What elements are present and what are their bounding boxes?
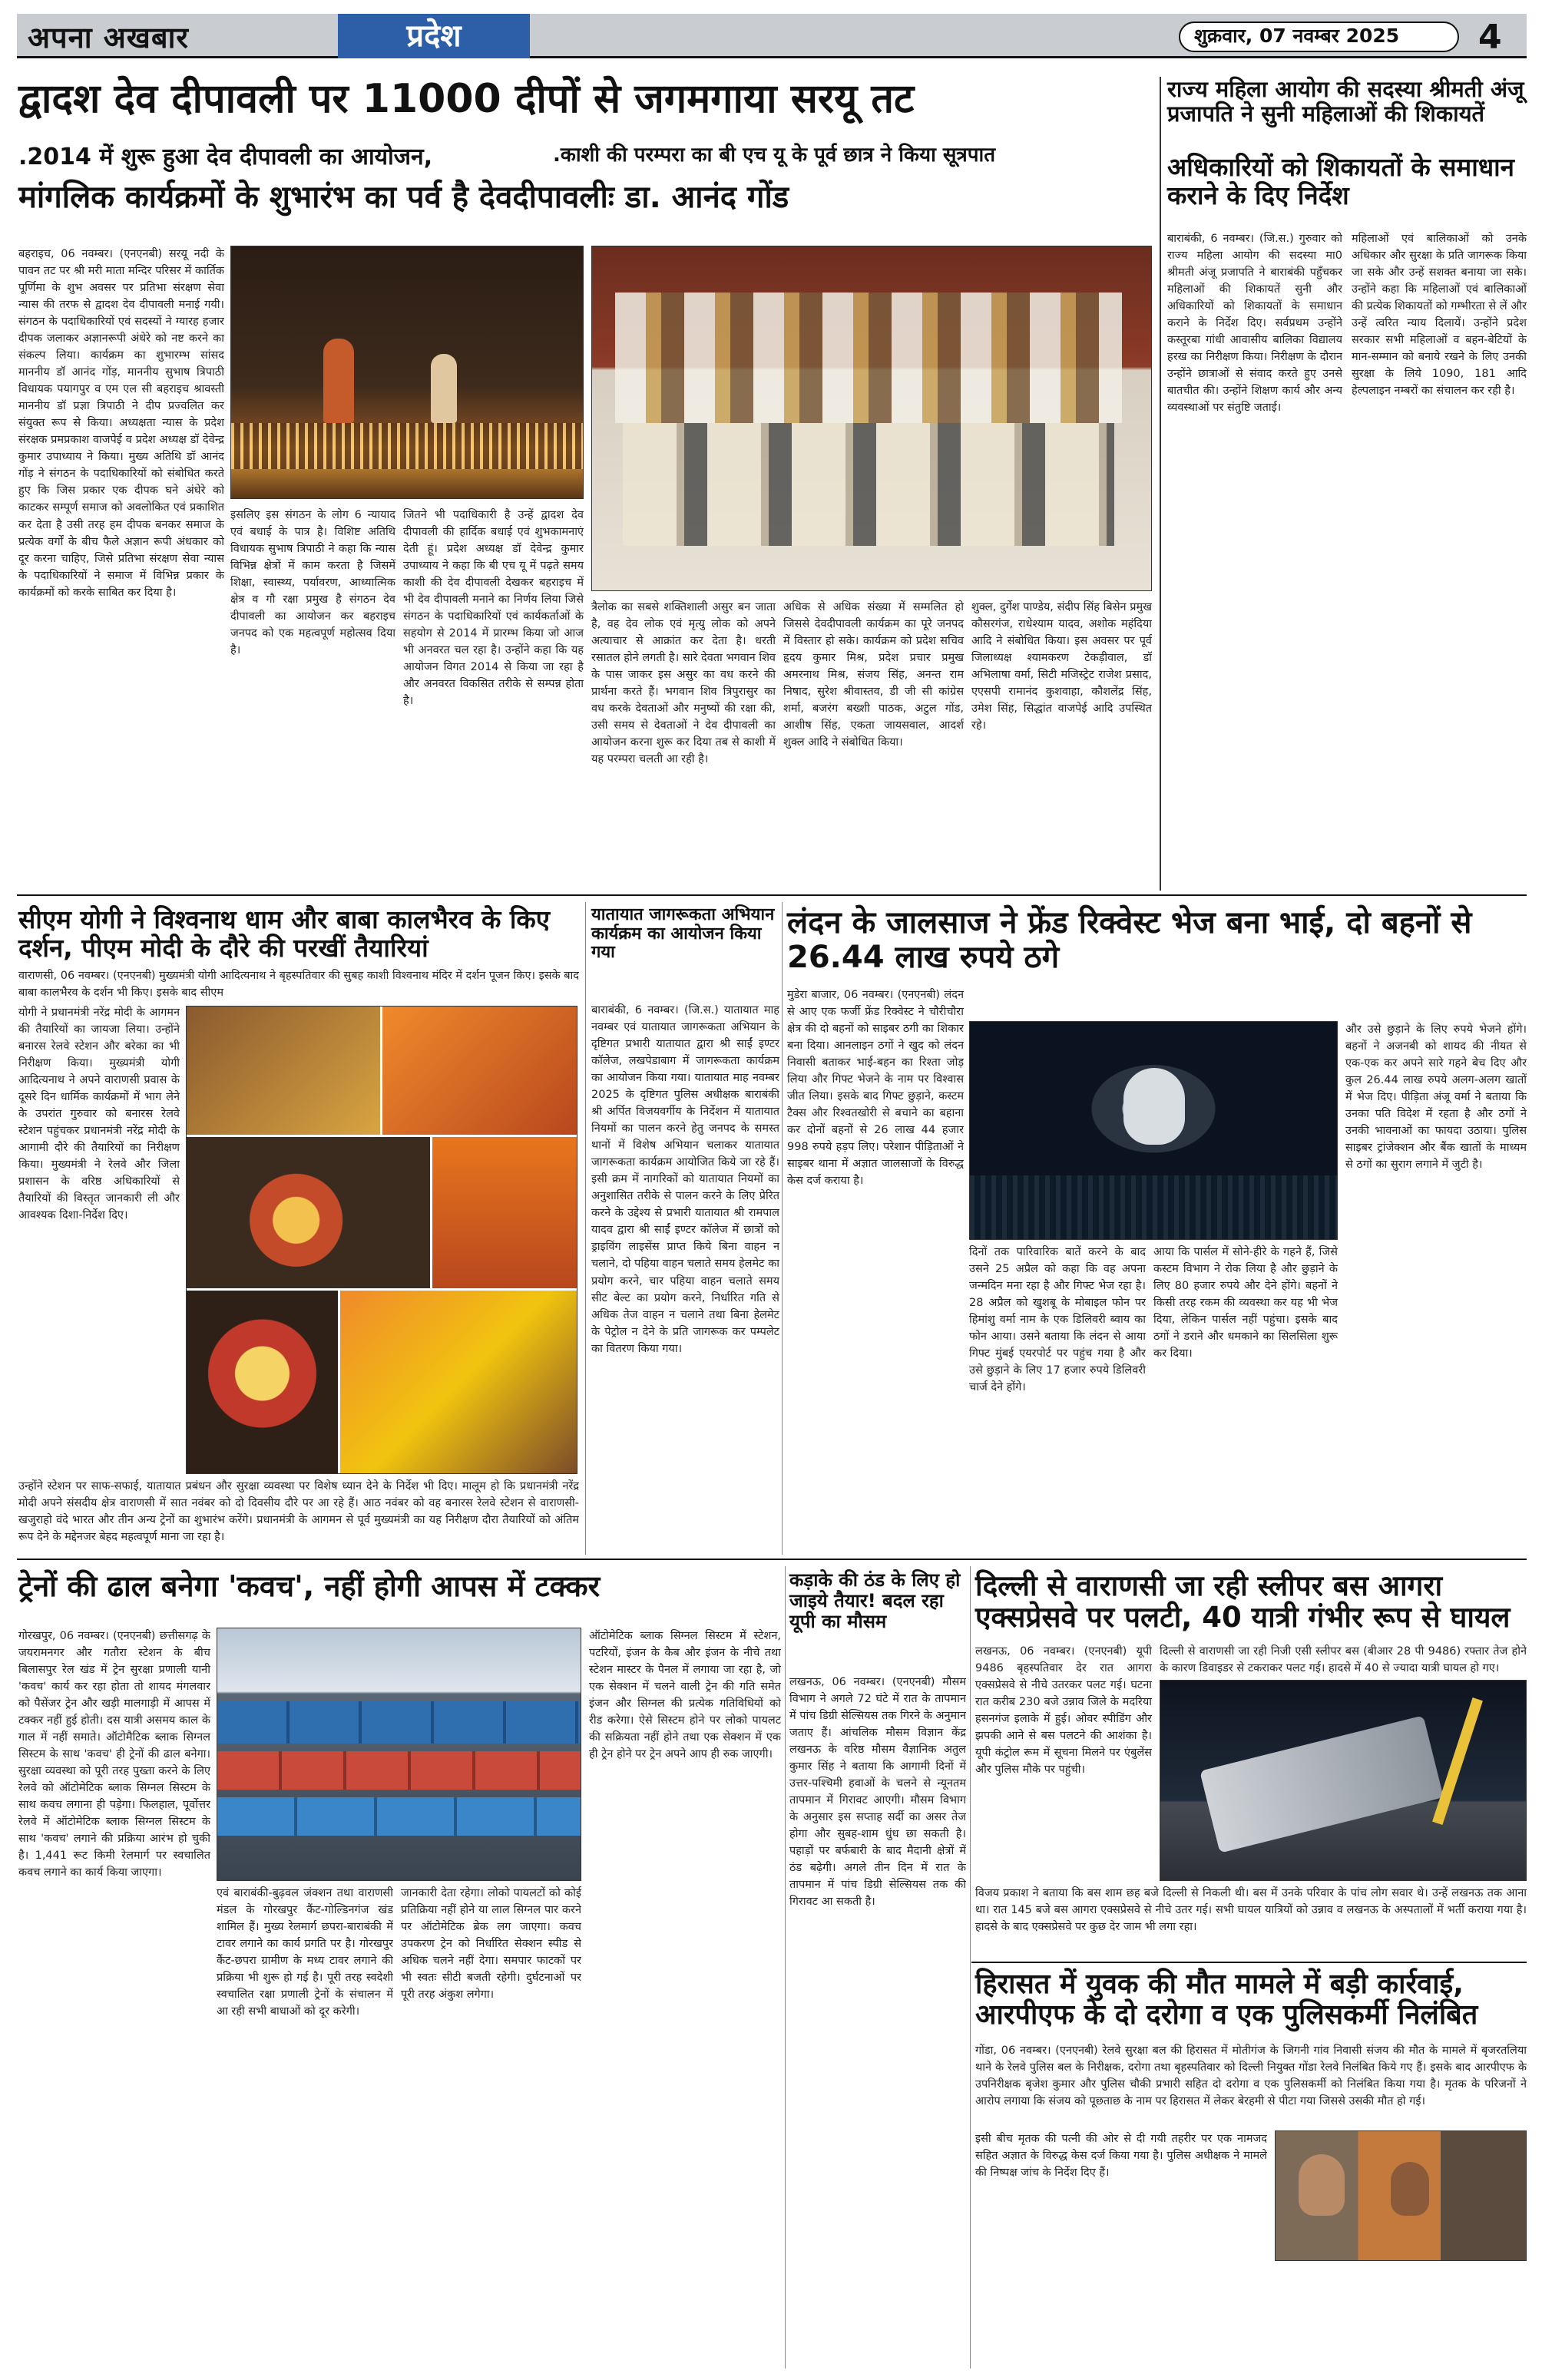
story9-bottom: इसी बीच मृतक की पत्नी की ओर से दी गयी तहरीर पर एक नामजद सहित अज्ञात के विरुद्ध केस दर्ज किया गया है। पुलिस अधीक्षक ने मामले की निष्पक्ष जांच के निर्देश दिए हैं। xyxy=(975,2133,1267,2180)
divider xyxy=(782,902,783,1555)
story6-col2: एवं बाराबंकी-बुढ़वल जंक्शन तथा वाराणसी मंडल के गोरखपुर कैंट-गोल्डिनगंज खंड शामिल हैं। मुख्य रेलमार्ग छपरा-बाराबंकी में टावर लगाने का कार्य प्रगति पर है। गोरखपुर कैंट-छपरा ग्रामीण के मध्य टावर लगाने की प्रक्रिया भी शुरू हो गई है। पूरी तरह स्वदेशी स्वचालित रक्षा प्रणाली ट्रेनों के संचालन में आ रही सभी बाधाओं को दूर करेगी। xyxy=(217,1887,393,2018)
story6-col4: ऑटोमेटिक ब्लाक सिग्नल सिस्टम में स्टेशन, पटरियों, इंजन के कैब और इंजन के नीचे तथा स्टेशन मास्टर के पैनल में लगाया जा रहा है, जो एक सेक्शन में चलने वाली ट्रेन की गति समेत इंजन और सिग्नल की प्रत्येक गतिविधियों को रीड करेगा। ऐसे सिस्टम होने पर लोको पायलट की सक्रियता नहीं होने तथा एक सेक्शन में एक ही ट्रेन होने पर ट्रेन अपने आप ही रुक जाएगी। xyxy=(589,1630,781,1761)
story2-col2: महिलाओं एवं बालिकाओं को उनके अधिकार और सुरक्षा के प्रति जागरूक किया जा सके और उन्हें सशक्त बनाया जा सके। उन्होंने कहा कि महिलाओं एवं बालिकाओं की प्रत्येक शिकायतों को गम्भीरता से लें और उन्हें त्वरित न्याय दिलायें। उन्होंने प्रदेश सरकार सभी महिलाओं व बहन-बेटियों के मान-सम्मान को बनाये रखने के लिए उनकी सुरक्षा के लिये 1090, 181 आदि हेल्पलाइन नम्बरों का संचालन कर रही है। xyxy=(1352,233,1527,398)
story1-sub-right: .काशी की परम्परा का बी एच यू के पूर्व छात्र ने किया सूत्रपात xyxy=(553,144,996,167)
divider xyxy=(1160,77,1161,891)
story1-subhead: मांगलिक कार्यक्रमों के शुभारंभ का पर्व है देवदीपावलीः डा. आनंद गोंड xyxy=(18,180,789,215)
story5-col4: और उसे छुड़ाने के लिए रुपये भेजने होंगे। बहनों ने अजनबी को शायद की नीयत से एक-एक कर अपने सारे गहने बेच दिए और कुल 26.44 लाख रुपये अलग-अलग खातों में भेज दिए। पीड़िता अंजू वर्मा ने बताया कि उनका पति विदेश में रहता है और ठगों ने उनकी भावनाओं का फायदा उठाया। पुलिस साइबर ट्रांजेक्शन और बैंक खातों के माध्यम से ठगों का सुराग लगाने में जुटी है। xyxy=(1345,1023,1527,1172)
story2-subhead: अधिकारियों को शिकायतों के समाधान कराने के दिए निर्देश xyxy=(1167,152,1514,210)
page-number: 4 xyxy=(1478,18,1502,57)
story6-col1: गोरखपुर, 06 नवम्बर। (एनएनबी) छत्तीसगढ़ के जयरामनगर और गतौरा स्टेशन के बीच बिलासपुर रेल खंड में ट्रेन सुरक्षा प्रणाली यानी 'कवच' कार्य कर रहा होता तो शायद मंगलवार को पैसेंजर ट्रेन और खड़ी मालगाड़ी में आपस में टक्कर नहीं हुई होती। दस यात्री असमय काल के गाल में नहीं समाते। ऑटोमैटिक ब्लाक सिग्नल सिस्टम के साथ 'कवच' ही ट्रेनों की ढाल बनेगा। सुरक्षा व्यवस्था को पूरी तरह पुख्ता करने के लिए रेलवे को ऑटोमेटिक ब्लाक सिग्नल सिस्टम के साथ कवच लगाना ही पड़ेगा। फिलहाल, पूर्वोत्तर रेलवे में ऑटोमेटिक ब्लाक सिग्नल सिस्टम के साथ 'कवच' लगाने की प्रक्रिया आरंभ हो चुकी है। 1,441 रूट किमी रेलमार्ग पर स्वचालित कवच लगाने का कार्य किया जाएगा। xyxy=(18,1630,210,1879)
story1-headline: द्वादश देव दीपावली पर 11000 दीपों से जगमगाया सरयू तट xyxy=(18,76,915,122)
masked-hacker-photo xyxy=(969,1021,1338,1240)
story1-col3: जितने भी पदाधिकारी है उन्हें द्वादश देव दीपावली की हार्दिक बधाई एवं शुभकामनाएं देती हूं। प्रदेश अध्यक्ष डॉ देवेन्द्र कुमार उपाध्याय ने कहा कि बी एच यू में पढ़ते समय काशी की देव दीपावली देखकर बहराइच में भी देव दीपावली मनाने का निर्णय लिया जिसे संगठन के पदाधिकारियों एवं कार्यकर्ताओं के सहयोग से 2014 में प्रारम्भ किया जो आज भी अनवरत चल रहा है। उन्होंने कहा कि यह आयोजन विगत 2014 से किया जा रहा है और अनवरत विकसित तरीके से सम्पन्न होता है। xyxy=(403,509,584,708)
story3-col1: योगी ने प्रधानमंत्री नरेंद्र मोदी के आगमन की तैयारियों का जायजा लिया। उन्होंने बनारस रेलवे स्टेशन और बरेका का भी निरीक्षण किया। मुख्यमंत्री योगी आदित्यनाथ ने अपने वाराणसी प्रवास के दूसरे दिन धार्मिक कार्यक्रमों में भाग लेने के उपरांत गुरुवार को बनारस रेलवे स्टेशन पहुंचकर प्रधानमंत्री नरेंद्र मोदी के आगामी दौरे की तैयारियों का निरीक्षण किया। मुख्यमंत्री ने रेलवे और जिला प्रशासन के वरिष्ठ अधिकारियों से तैयारियों की विस्तृत जानकारी ली और आवश्यक दिशा-निर्देश दिए। xyxy=(18,1007,180,1222)
story4-body: बाराबंकी, 6 नवम्बर। (जि.स.) यातायात माह नवम्बर एवं यातायात जागरूकता अभियान के दृष्टिगत प्रभारी यातायात द्वारा श्री साईं इण्टर कॉलेज, लखपेडाबाग में जागरूकता कार्यक्रम का आयोजन किया गया। यातायात माह नवम्बर 2025 के दृष्टिगत पुलिस अधीक्षक बाराबंकी श्री अर्पित विजयवर्गीय के निर्देशन में यातायात नियमों का पालन करने हेतु जनपद के समस्त थानों में विशेष अभियान चलाकर यातायात जागरूकता कार्यक्रम आयोजित किये जा रहे हैं। इसी क्रम में नागरिकों को यातायात नियमों का अनुशासित तरीके से पालन करने के लिए प्रेरित करने के उद्देश्य से प्रभारी यातायात श्री रामपाल यादव द्वारा श्री साईं इण्टर कॉलेज में छात्रों को ड्राइविंग लाइसेंस प्राप्त किये बिना वाहन न चलाने, दो पहिया वाहन चलाते समय हेलमेट का प्रयोग करने, चार पहिया वाहन चलाते समय सीट बेल्ट का प्रयोग करने, निर्धारित गति से अधिक तेज वाहन न चलाने तथा बिना हेलमेट के पेट्रोल न देने के प्रति जागरूक कर पम्पलेट का वितरण किया गया। xyxy=(591,1004,779,1355)
victim-family-photo xyxy=(1275,2130,1527,2261)
divider xyxy=(585,902,586,1555)
story3-lead: वाराणसी, 06 नवम्बर। (एनएनबी) मुख्यमंत्री योगी आदित्यनाथ ने बृहस्पतिवार की सुबह काशी विश्वनाथ मंदिर में दर्शन पूजन किए। इसके बाद बाबा कालभैरव के दर्शन भी किए। इसके बाद सीएम xyxy=(18,970,579,1000)
divider xyxy=(17,1559,1527,1560)
story1-col6: शुक्ल, दुर्गेश पाण्डेय, संदीप सिंह बिसेन प्रमुख कौसरगंज, राधेश्याम यादव, अशोक महंदिया आदि ने संबोधित किया। इस अवसर पर पूर्व जिलाध्यक्ष श्यामकरण टेकड़ीवाल, डॉ अभिलाषा वर्मा, सिटी मजिस्ट्रेट राजेश प्रसाद, एएसपी रामानंद कुशवाहा, कौशलेंद्र सिंह, उमेश सिंह, सिद्धांत वाजपेई आदि उपस्थित रहे। xyxy=(971,601,1152,732)
story8-bottom: विजय प्रकाश ने बताया कि बस शाम छह बजे दिल्ली से निकली थी। बस में उनके परिवार के पांच लोग सवार थे। उन्हें लखनऊ तक आना था। रात 145 बजे बस आगरा एक्सप्रेसवे से नीचे उतर गई। सभी घायल यात्रियों को उन्नाव व लखनऊ के अस्पतालों में भर्ती कराया गया है। हादसे के बाद एक्सप्रेसवे पर कुछ देर जाम भी लगा रहा। xyxy=(975,1887,1527,1934)
story3-bottom: उन्होंने स्टेशन पर साफ-सफाई, यातायात प्रबंधन और सुरक्षा व्यवस्था पर विशेष ध्यान देने के निर्देश भी दिए। मालूम हो कि प्रधानमंत्री नरेंद्र मोदी अपने संसदीय क्षेत्र वाराणसी में सात नवंबर को दो दिवसीय दौरे पर आ रहे हैं। आठ नवंबर को वह बनारस रेलवे स्टेशन से वाराणसी-खजुराहो वंदे भारत और तीन अन्य ट्रेनों का शुभारंभ करेंगे। प्रधानमंत्री के आगमन से पूर्व मुख्यमंत्री का यह निरीक्षण दौरा तैयारियों को अंतिम रूप देने के मद्देनजर बेहद महत्वपूर्ण माना जा रहा है। xyxy=(18,1480,579,1544)
story1-sub-left: .2014 में शुरू हुआ देव दीपावली का आयोजन, xyxy=(18,144,433,170)
divider xyxy=(970,1566,971,2368)
story1-col4: त्रैलोक का सबसे शक्तिशाली असुर बन जाता है, वह देव लोक एवं मृत्यु लोक को अपने अत्याचार से आक्रांत कर देता है। धरती रसातल होने लगती है। सारे देवता भगवान शिव के पास जाकर इस असुर का वध करने की प्रार्थना करते हैं। भगवान शिव त्रिपुरासुर का वध करके देवताओं और मनुष्यों की रक्षा की, उसी समय से देवताओं ने देव दीपावली का आयोजन करना शुरू कर दिया तब से काशी में यह परम्परा चलती आ रही है। xyxy=(591,601,776,766)
story5-col2: दिनों तक पारिवारिक बातें करने के बाद उसने 25 अप्रैल को कहा कि वह अपना जन्मदिन मना रहा है और गिफ्ट भेज रहा है। 28 अप्रैल को खुशबू के मोबाइल फोन पर हिमांशु वर्मा नाम के एक डिलिवरी ब्वाय का फोन आया। उसने बताया कि लंदन से आया गिफ्ट मुंबई एयरपोर्ट पर पहुंच गया है और उसे छुड़ाने के लिए 17 हजार रुपये डिलिवरी चार्ज देने होंगे। xyxy=(969,1246,1146,1394)
story6-headline: ट्रेनों की ढाल बनेगा 'कवच', नहीं होगी आपस में टक्कर xyxy=(18,1569,601,1603)
story1-col1: बहराइच, 06 नवम्बर। (एनएनबी) सरयू नदी के पावन तट पर श्री मरी माता मन्दिर परिसर में कार्तिक पूर्णिमा के शुभ अवसर पर प्रतिभा संरक्षण सेवा न्यास की तरफ से द्वादश देव दीपावली मनाई गयी। संगठन के पदाधिकारियों एवं सदस्यों ने ग्यारह हजार दीपक जलाकर अज्ञानरूपी अंधेरे को नष्ट करने का संकल्प लिया। कार्यक्रम का शुभारम्भ सांसद माननीय डॉ आनंद गोंड़, माननीय सुभाष त्रिपाठी विधायक पयागपुर व एम एल सी बहराइच श्रावस्ती माननीय डॉ प्रज्ञा त्रिपाठी ने दीप प्रज्वलित कर संयुक्त रूप से किया। अध्यक्षता न्यास के प्रदेश संरक्षक प्रमप्रकाश वाजपेई व प्रदेश अध्यक्ष डॉ देवेन्द्र कुमार उपाध्याय ने किया। मुख्य अतिथि डॉ आनंद गोंड़ ने संगठन के पदाधिकारियों को संबोधित करते हुए कि जिस प्रकार एक दीपक घने अंधेरे को काटकर सम्पूर्ण समाज को अवलोकित एवं प्रकाशित कर देता है उसी तरह हम दीपक बनकर समाज के प्रत्येक वर्गों के बीच फैले अज्ञान रूपी अंधकार को दूर करना चाहिए, जिसे प्रतिभा संरक्षण सेवा न्यास के पदाधिकारियों ने समाज में विभिन्न प्रकार के कार्यक्रमों को करके साबित कर दिया है। xyxy=(18,248,224,599)
story8-col2: दिल्ली से वाराणसी जा रही निजी एसी स्लीपर बस (बीआर 28 पी 9486) रफ्तार तेज होने के कारण डिवाइडर से टकराकर पलट गई। हादसे में 40 से ज्यादा यात्री घायल हो गए। xyxy=(1160,1645,1527,1675)
story5-headline: लंदन के जालसाज ने फ्रेंड रिक्वेस्ट भेज बना भाई, दो बहनों से 26.44 लाख रुपये ठगे xyxy=(787,905,1472,975)
story7-headline: कड़ाके की ठंड के लिए हो जाइये तैयार! बदल रहा यूपी का मौसम xyxy=(789,1569,961,1632)
story8-col1: लखनऊ, 06 नवम्बर। (एनएनबी) यूपी 9486 बृहस्पतिवार देर रात आगरा एक्सप्रेसवे से नीचे उतरकर पलट गई। घटना रात करीब 230 बजे उन्नाव जिले के मदरिया हसनगंज इलाके में हुई। ओवर स्पीडिंग और झपकी आने से बस पलटने की आशंका है। यूपी कंट्रोल रूम में सूचना मिलने पर एंबुलेंस और पुलिस मौके पर पहुंची। xyxy=(975,1645,1152,1777)
story2-col1: बाराबंकी, 6 नवम्बर। (जि.स.) गुरुवार को राज्य महिला आयोग की सदस्या मा0 श्रीमती अंजू प्रजापति ने बाराबंकी पहुँचकर महिलाओं की शिकायतें सुनी और अधिकारियों को शिकायतों के समाधान कराने के निर्देश दिए। सर्वप्रथम उन्होंने कस्तूरबा गांधी आवासीय बालिका विद्यालय हरख का निरीक्षण किया। निरीक्षण के दौरान उन्होंने छात्राओं से संवाद करते हुए उनसे बातचीत की। उन्होंने शिक्षण कार्य और अन्य व्यवस्थाओं पर संतुष्टि जताई। xyxy=(1167,233,1342,415)
story1-col5: अधिक से अधिक संख्या में सम्मलित हो जिससे देवदीपावली कार्यक्रम का पूरे जनपद में विस्तार हो सके। कार्यक्रम को प्रदेश सचिव हृदय कुमार मिश्र, प्रदेश प्रचार प्रमुख अमरनाथ मिश्र, संजय सिंह, अनन्त राम निषाद, सुरेश श्रीवास्तव, डी जी सी कांग्रेस शर्मा, बजरंग बख्शी पाठक, अटुल गोंड, आशीष सिंह, एकता जायसवाल, आदर्श शुक्ल आदि ने संबोधित किया। xyxy=(783,601,964,749)
story6-col3: जानकारी देता रहेगा। लोको पायलटों को कोई प्रतिक्रिया नहीं होने या लाल सिग्नल पार करने पर ऑटोमेटिक ब्रेक लग जाएगा। कवच उपकरण ट्रेन को निर्धारित सेक्शन स्पीड से अधिक चलने नहीं देगा। समपार फाटकों पर भी स्वतः सीटी बजती रहेगी। दुर्घटनाओं पर पूरी तरह अंकुश लगेगा। xyxy=(401,1887,581,2002)
section-tab: प्रदेश xyxy=(338,14,530,58)
story4-headline: यातायात जागरूकता अभियान कार्यक्रम का आयोजन किया गया xyxy=(591,905,775,963)
story9-headline: हिरासत में युवक की मौत मामले में बड़ी कार्रवाई, आरपीएफ के दो दरोगा व एक पुलिसकर्मी निलंबित xyxy=(975,1968,1478,2031)
temple-darshan-photos xyxy=(186,1006,577,1474)
story1-col2: इसलिए इस संगठन के लोग 6 न्यायाद एवं बधाई के पात्र है। विशिष्ट अतिथि विधायक सुभाष त्रिपाठी ने कहा कि न्यास विभिन्न क्षेत्रों में काम करता है जिसमें शिक्षा, स्वास्थ्य, पर्यावरण, आध्यात्मिक क्षेत्र व गौ रक्षा प्रमुख है संगठन देव दीपावली का आयोजन कर बहराइच जनपद को एक महत्वपूर्ण महोत्सव दिया है। xyxy=(230,509,395,657)
story5-col3: आया कि पार्सल में सोने-हीरे के गहने हैं, जिसे कस्टम विभाग ने रोक लिया है और छुड़ाने के लिए 80 हजार रुपये और देने होंगे। बहनों ने किसी तरह रकम की व्यवस्था कर यह भी भेज दिया, लेकिन पार्सल नहीं पहुंचा। इसके बाद ठगों ने डराने और धमकाने का सिलसिला शुरू कर दिया। xyxy=(1153,1246,1338,1360)
story8-headline: दिल्ली से वाराणसी जा रही स्लीपर बस आगरा एक्सप्रेसवे पर पलटी, 40 यात्री गंभीर रूप से घायल xyxy=(975,1569,1511,1635)
divider xyxy=(785,1566,786,2368)
overturned-bus-photo xyxy=(1160,1680,1527,1881)
story3-headline: सीएम योगी ने विश्वनाथ धाम और बाबा कालभैरव के किए दर्शन, पीएम मोदी के दौरे की परखीं तैयारियां xyxy=(18,904,550,963)
story9-body: गोंडा, 06 नवम्बर। (एनएनबी) रेलवे सुरक्षा बल की हिरासत में मोतीगंज के जिगनी गांव निवासी संजय की मौत के मामले में बृजरतलिया थाने के रेलवे पुलिस बल के निरीक्षक, दरोगा तथा बृहस्पतिवार को दिल्ली नियुक्त गोंडा रेलवे निलंबित किये गए हैं। इसके बाद आरपीएफ के उपनिरीक्षक बृजेश कुमार और पुलिस चौकी प्रभारी सहित दो दरोगा व एक पुलिसकर्मी को निलंबित किया गया है। मृतक के परिजनों ने आरोप लगाया कि संजय को पूछताछ के नाम पर हिरासत में लेकर बेरहमी से पीटा गया जिससे उसकी मौत हो गई। xyxy=(975,2044,1527,2108)
story5-col1: मुडेरा बाजार, 06 नवम्बर। (एनएनबी) लंदन से आए एक फर्जी फ्रेंड रिक्वेस्ट ने चौरीचौरा क्षेत्र की दो बहनों को साइबर ठगी का शिकार बना दिया। आनलाइन ठगों ने खुद को लंदन निवासी बताकर भाई-बहन का रिश्ता जोड़ लिया और गिफ्ट भेजने के नाम पर विश्वास जीत लिया। इसके बाद गिफ्ट छुड़ाने, कस्टम टैक्स और रिश्वतखोरी से बचाने का बहाना कर दोनों बहनों से 26 लाख 44 हजार 998 रुपये हड़प लिए। परेशान पीड़िताओं ने साइबर थाना में अज्ञात जालसाजों के विरुद्ध केस दर्ज कराया है। xyxy=(787,989,964,1188)
divider xyxy=(971,1962,1527,1963)
stage-guests-photo xyxy=(591,246,1152,591)
divider xyxy=(17,894,1527,896)
railway-yard-photo xyxy=(217,1628,581,1881)
story7-body: लखनऊ, 06 नवम्बर। (एनएनबी) मौसम विभाग ने अगले 72 घंटे में रात के तापमान में पांच डिग्री सेल्सियस तक गिरने के अनुमान जताए हैं। आंचलिक मौसम विज्ञान केंद्र लखनऊ के वरिष्ठ मौसम वैज्ञानिक अतुल कुमार सिंह ने बताया कि आगामी दिनों में उत्तर-पश्चिमी हवाओं के चलने से न्यूनतम तापमान में गिरावट आएगी। मौसम विभाग के अनुसार इस सप्ताह सर्दी का असर तेज होगा और सुबह-शाम धुंध छा सकती है। पहाड़ों पर बर्फबारी के बाद मैदानी क्षेत्रों में ठंड बढ़ेगी। अगले तीन दिन में रात के तापमान में पांच डिग्री सेल्सियस तक की गिरावट आ सकती है। xyxy=(789,1676,966,1909)
river-ghat-lamps-photo xyxy=(230,246,584,499)
paper-name: अपना अखबार xyxy=(28,21,189,55)
issue-date: शुक्रवार, 07 नवम्बर 2025 xyxy=(1194,25,1400,47)
story2-headline: राज्य महिला आयोग की सदस्या श्रीमती अंजू प्रजापति ने सुनी महिलाओं की शिकायतें xyxy=(1167,76,1524,127)
